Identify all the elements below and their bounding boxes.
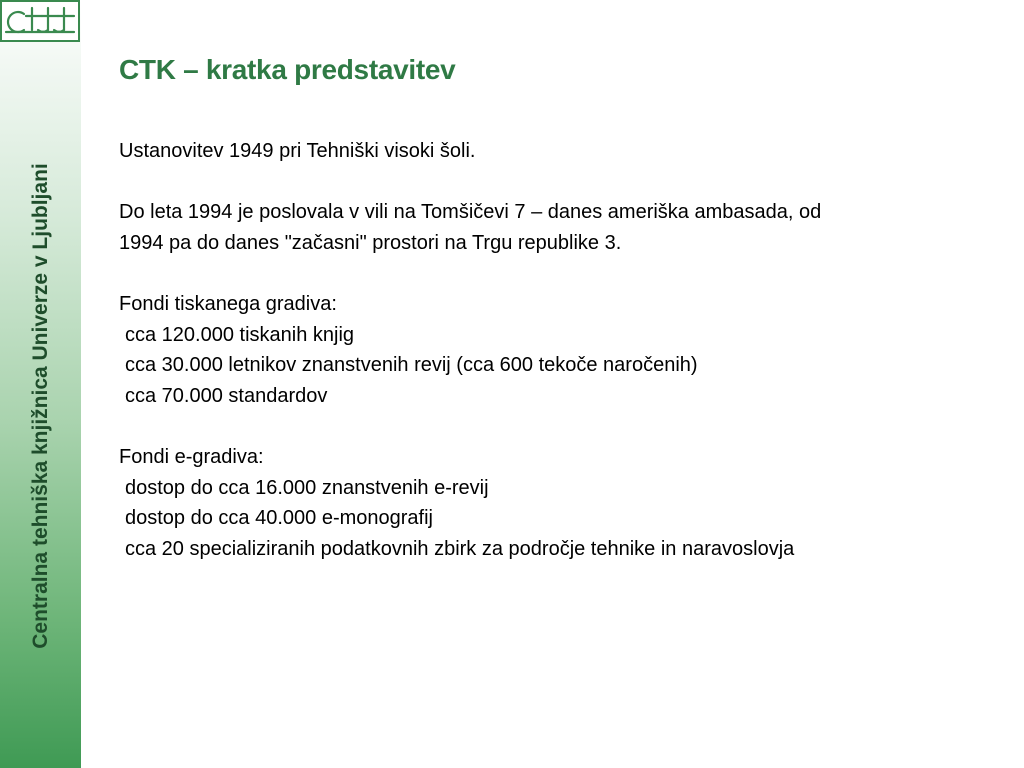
e-collection-heading: Fondi e-gradiva: bbox=[119, 445, 264, 468]
e-collection-item: dostop do cca 40.000 e-monografij bbox=[125, 507, 433, 530]
spacer bbox=[119, 258, 979, 289]
ctk-logo-icon bbox=[2, 2, 78, 40]
history-line-1: Do leta 1994 je poslovala v vili na Tomšičevi 7 – danes ameriška ambasada, od bbox=[119, 201, 822, 224]
history-line-2: 1994 pa do danes "začasni" prostori na Trgu republike 3. bbox=[119, 231, 622, 254]
slide-title: CTK – kratka predstavitev bbox=[119, 54, 456, 85]
logo-text bbox=[2, 40, 3, 41]
spacer bbox=[119, 411, 979, 442]
sidebar bbox=[0, 0, 81, 768]
print-collection-item: cca 30.000 letnikov znanstvenih revij (cca 600 tekoče naročenih) bbox=[125, 354, 698, 377]
e-collection-item: cca 20 specializiranih podatkovnih zbirk za področje tehnike in naravoslovja bbox=[125, 537, 795, 560]
print-collection-heading: Fondi tiskanega gradiva: bbox=[119, 292, 337, 315]
spacer bbox=[119, 167, 979, 198]
print-collection-item: cca 70.000 standardov bbox=[125, 384, 328, 407]
slide-body bbox=[119, 136, 979, 564]
e-collection-item: dostop do cca 16.000 znanstvenih e-revij bbox=[125, 476, 489, 499]
vertical-library-name: Centralna tehniška knjižnica Univerze v Ljubljani bbox=[29, 163, 52, 649]
print-collection-item: cca 120.000 tiskanih knjig bbox=[125, 323, 355, 346]
founding-paragraph: Ustanovitev 1949 pri Tehniški visoki šoli. bbox=[119, 140, 476, 162]
ctk-logo bbox=[0, 0, 80, 42]
